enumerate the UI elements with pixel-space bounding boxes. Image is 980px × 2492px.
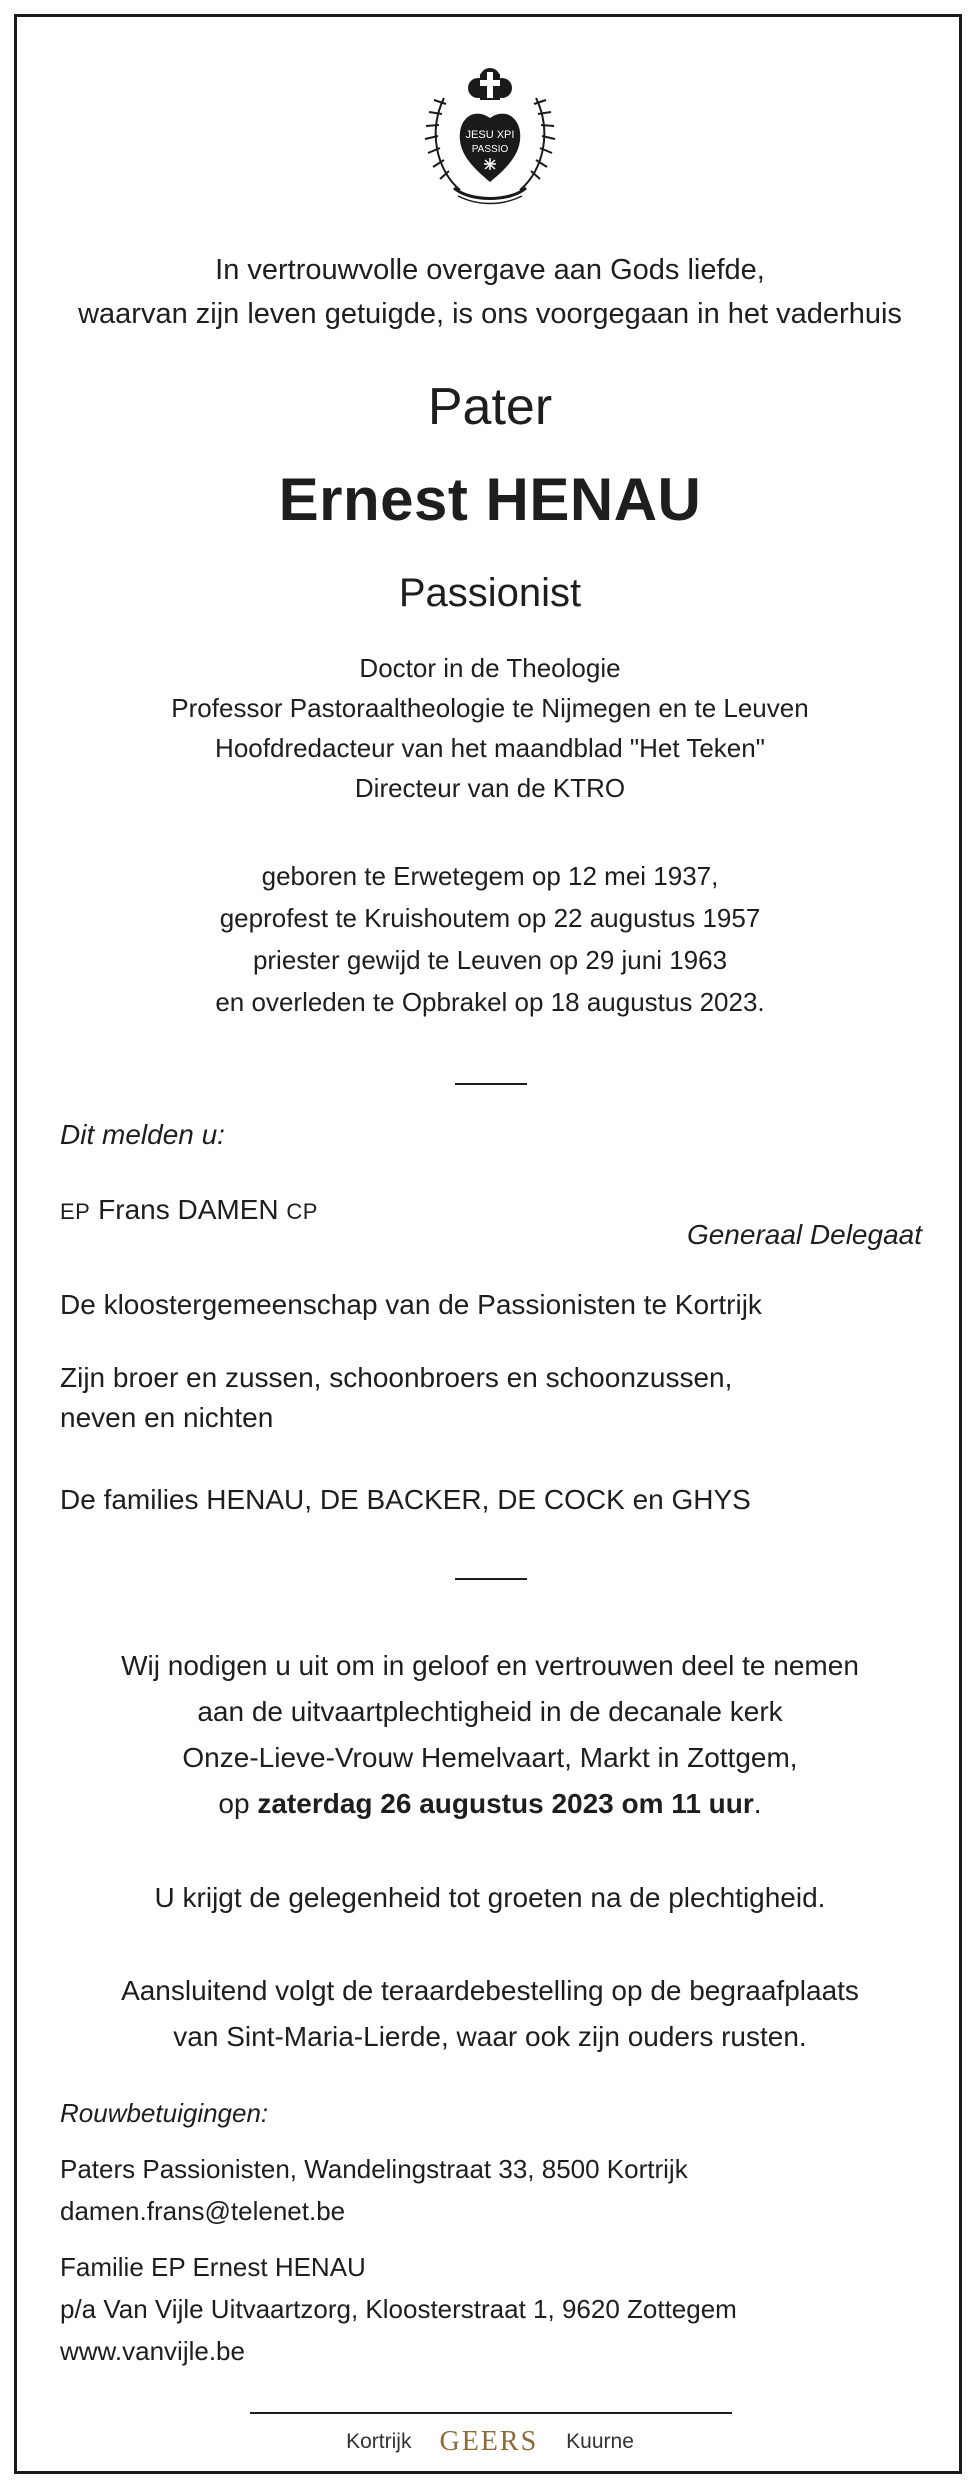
siblings-block [60,1358,732,1438]
intro-line-1: In vertrouwvolle overgave aan Gods liefde, [215,254,765,286]
degree-item: Hoofdredacteur van het maandblad "Het Teken" [215,733,765,763]
contact-block-2 [60,2246,737,2372]
divider [455,1083,527,1085]
divider [455,1578,527,1580]
invitation-line-4 [0,1781,980,1827]
funeral-home-logo: GEERS [439,2426,539,2457]
greeting-text: U krijgt de gelegenheid tot groeten na de plechtigheid. [154,1882,826,1913]
invitation-suffix: . [753,1788,762,1819]
degrees-list [0,648,980,808]
burial-text [0,1968,980,2060]
community-line: De kloostergemeenschap van de Passionisten te Kortrijk [60,1289,762,1320]
deceased-title: Pater [427,378,553,436]
degree-item: Doctor in de Theologie [359,653,621,683]
ep-name: Frans DAMEN [98,1194,279,1225]
contact2-website[interactable]: www.vanvijle.be [60,2336,245,2366]
invitation-line-1: Wij nodigen u uit om in geloof en vertrouwen deel te nemen [121,1650,859,1681]
degree-item: Professor Pastoraaltheologie te Nijmegen en te Leuven [171,693,809,723]
date-line: geprofest te Kruishoutem op 22 augustus 1957 [219,903,761,933]
contact1-address: Paters Passionisten, Wandelingstraat 33, 8500 Kortrijk [60,2154,688,2184]
funeral-date: zaterdag 26 augustus 2023 om 11 uur [257,1788,754,1819]
ep-suffix: CP [286,1199,318,1224]
emblem-text-line2: PASSIO [471,144,509,155]
footer-city-right: Kuurne [566,2430,634,2453]
contact1-email[interactable]: damen.frans@telenet.be [60,2196,346,2226]
announcers-heading: Dit melden u: [60,1119,225,1150]
footer [0,2422,980,2462]
condolences-heading: Rouwbetuigingen: [60,2098,269,2128]
footer-divider [250,2412,732,2414]
invitation-text [0,1643,980,1827]
siblings-line-2: neven en nichten [60,1402,274,1433]
invitation-prefix: op [218,1788,258,1819]
contact2-name: Familie EP Ernest HENAU [60,2252,366,2282]
burial-line-1: Aansluitend volgt de teraardebestelling op de begraafplaats [121,1975,859,2006]
intro-line-2: waarvan zijn leven getuigde, is ons voorgegaan in het vaderhuis [78,298,902,330]
ep-prefix: EP [60,1199,91,1224]
ep-announcer [60,1190,318,1232]
contact-block-1 [60,2148,688,2232]
invitation-line-2: aan de uitvaartplechtigheid in de decanale kerk [197,1696,783,1727]
emblem-text-line1: JESU XPI [465,129,515,141]
burial-line-2: van Sint-Maria-Lierde, waar ook zijn ouders rusten. [173,2021,807,2052]
passionist-emblem-icon [418,60,562,210]
date-line: en overleden te Opbrakel op 18 augustus 2023. [215,987,765,1017]
degree-item: Directeur van de KTRO [354,773,626,803]
deceased-order: Passionist [398,571,582,615]
contact2-address: p/a Van Vijle Uitvaartzorg, Kloosterstraat 1, 9620 Zottegem [60,2294,737,2324]
families-line: De families HENAU, DE BACKER, DE COCK en GHYS [60,1484,751,1515]
intro-text [0,248,980,336]
date-line: geboren te Erwetegem op 12 mei 1937, [261,861,719,891]
life-dates [0,855,980,1023]
footer-city-left: Kortrijk [346,2430,412,2453]
siblings-line-1: Zijn broer en zussen, schoonbroers en schoonzussen, [60,1362,733,1393]
deceased-name: Ernest HENAU [278,466,702,533]
invitation-line-3: Onze-Lieve-Vrouw Hemelvaart, Markt in Zottgem, [182,1742,798,1773]
ep-role: Generaal Delegaat [686,1219,922,1250]
date-line: priester gewijd te Leuven op 29 juni 1963 [252,945,728,975]
